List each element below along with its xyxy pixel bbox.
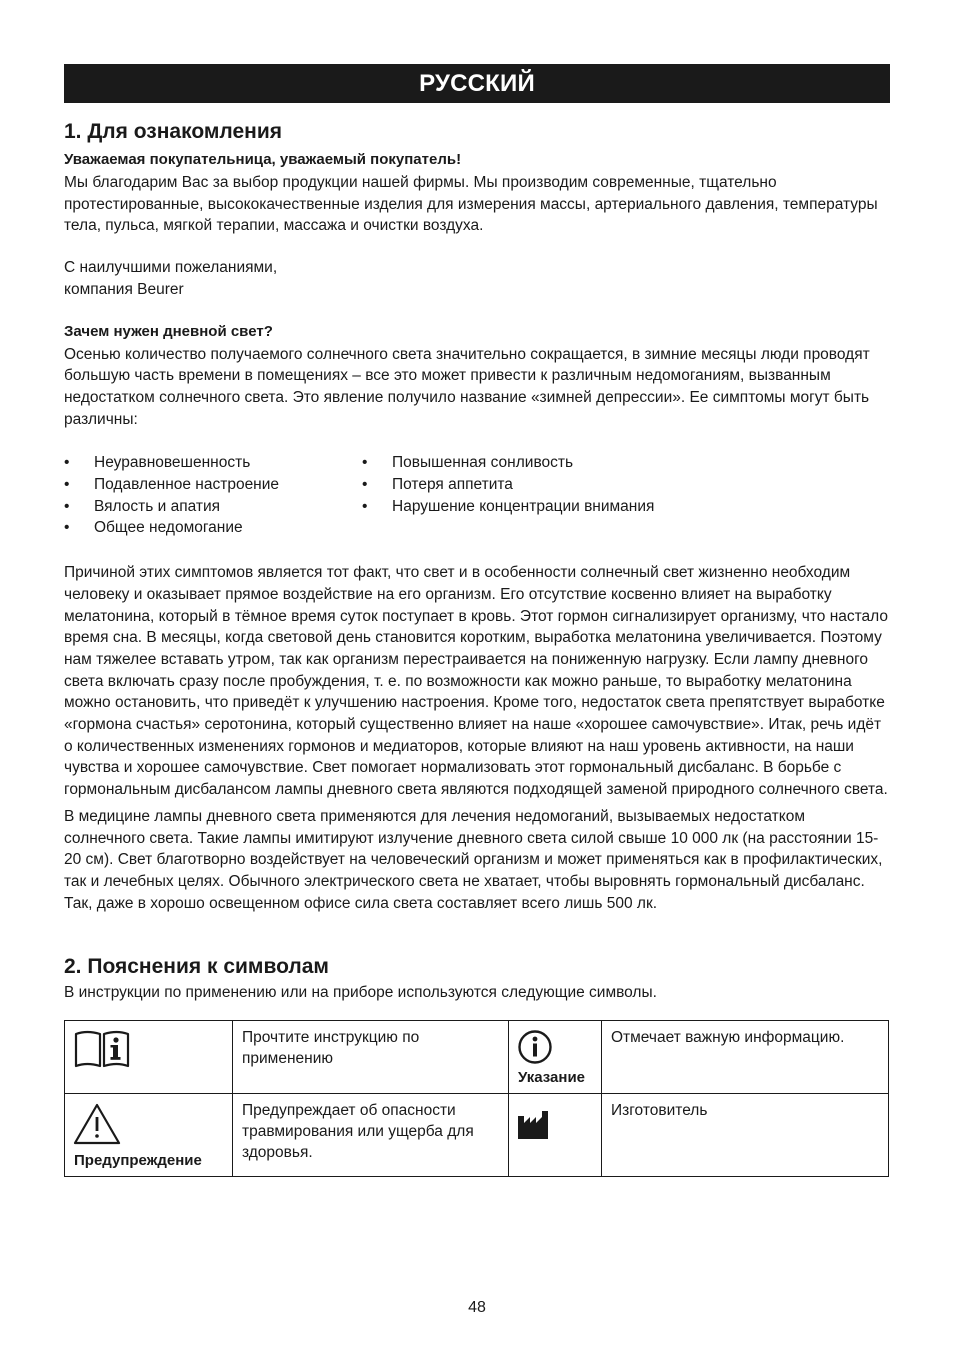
manual-icon-cell — [65, 1021, 233, 1094]
table-row — [65, 1021, 889, 1094]
warning-triangle-icon — [73, 1102, 121, 1146]
list-item: • Вялость и апатия — [64, 496, 362, 518]
list-item: • Повышенная сонливость — [362, 452, 654, 474]
warning-icon-cell — [65, 1094, 233, 1177]
warning-description: Предупреждает об опасности травмирования или ущерба для здоровья. — [233, 1094, 509, 1177]
daylight-intro: Осенью количество получаемого солнечного света значительно сокращается, в зимние месяцы люди проводят большую часть времени в помещениях – все это может привести к различным недомоганиям, вызванным недостатком солнечного света. Это явление получило название «зимней депрессии». Ее симптомы могут быть различны: — [64, 345, 870, 428]
symptoms-column-1 — [64, 452, 362, 539]
banner-title: РУССКИЙ — [419, 69, 535, 97]
manufacturer-icon-cell — [509, 1094, 602, 1177]
manual-description: Прочтите инструкцию по применению — [233, 1021, 509, 1094]
note-icon-cell — [509, 1021, 602, 1094]
note-description: Отмечает важную информацию. — [602, 1021, 889, 1094]
intro-paragraph: Мы благодарим Вас за выбор продукции нашей фирмы. Мы производим современные, тщательно протестированные, высококачественные изделия для измерения массы, артериального давления, температуры тела, пульса, мягкой терапии, массажа и очистки воздуха. — [64, 174, 878, 235]
symptoms-list — [64, 452, 890, 539]
symptoms-column-2 — [362, 452, 654, 539]
symbols-intro: В инструкции по применению или на приборе используются следующие символы. — [64, 984, 657, 1002]
list-item: • Подавленное настроение — [64, 474, 362, 496]
list-item: • Неуравновешенность — [64, 452, 362, 474]
section2-heading: 2. Пояснения к символам — [64, 955, 329, 979]
page-number: 48 — [468, 1299, 486, 1316]
regards-line1: С наилучшими пожеланиями, — [64, 259, 278, 277]
note-label: Указание — [518, 1069, 586, 1087]
regards — [64, 257, 890, 300]
list-item: • Общее недомогание — [64, 517, 362, 539]
list-item: • Нарушение концентрации внимания — [362, 496, 654, 518]
symbols-table — [64, 1020, 889, 1177]
language-banner — [64, 64, 890, 103]
table-row — [65, 1094, 889, 1177]
cause-paragraph: Причиной этих симптомов является тот факт, что свет и в особенности солнечный свет жизненно необходим человеку и оказывает прямое воздействие на его организм. Его отсутствие косвенно влияет на выработку мелатонина, который в тёмное время суток поступает в кровь. Этот гормон сигнализирует организму, что настало время сна. В месяцы, когда световой день становится коротким, выработка мелатонина увеличивается. Поэтому нам тяжелее вставать утром, так как организм перестраивается на пониженную нагрузку. Если лампу дневного света включать сразу после пробуждения, т. е. по возможности как можно раньше, то выработку мелатонина можно остановить, что приведёт к улучшению настроения. Кроме того, недостаток света препятствует выработке «гормона счастья» серотонина, который существенно влияет на наше «хорошее самочувствие». Итак, речь идёт о количественных изменениях гормонов и медиаторов, которые влияют на наш уровень активности, на наши чувства и хорошее самочувствие. Свет помогает нормализовать этот гормональный дисбаланс. В борьбе с гормональным дисбалансом лампы дневного света являются подходящей заменой природного солнечного света. — [64, 564, 889, 799]
manual-book-icon — [73, 1029, 131, 1069]
page — [64, 64, 890, 1177]
daylight-heading: Зачем нужен дневной свет? — [64, 322, 273, 340]
factory-icon — [517, 1110, 549, 1140]
manufacturer-description: Изготовитель — [602, 1094, 889, 1177]
regards-line2: компания Beurer — [64, 280, 184, 298]
info-circle-icon — [517, 1029, 553, 1065]
warning-label: Предупреждение — [74, 1152, 202, 1170]
list-item: • Потеря аппетита — [362, 474, 654, 496]
greeting: Уважаемая покупательница, уважаемый покупатель! — [64, 151, 462, 168]
section1-heading: 1. Для ознакомления — [64, 120, 282, 143]
medicine-paragraph: В медицине лампы дневного света применяются для лечения недомоганий, вызываемых недостатком солнечного света. Такие лампы имитируют излучение дневного света силой свыше 10 000 лк (на расстоянии 15-20 см). Свет благотворно воздействует на человеческий организм и может применяться как в профилактических, так и лечебных целях. Обычного электрического света не хватает, чтобы выровнять гормональный дисбаланс. Так, даже в хорошо освещенном офисе сила света составляет всего лишь 500 лк. — [64, 807, 883, 912]
